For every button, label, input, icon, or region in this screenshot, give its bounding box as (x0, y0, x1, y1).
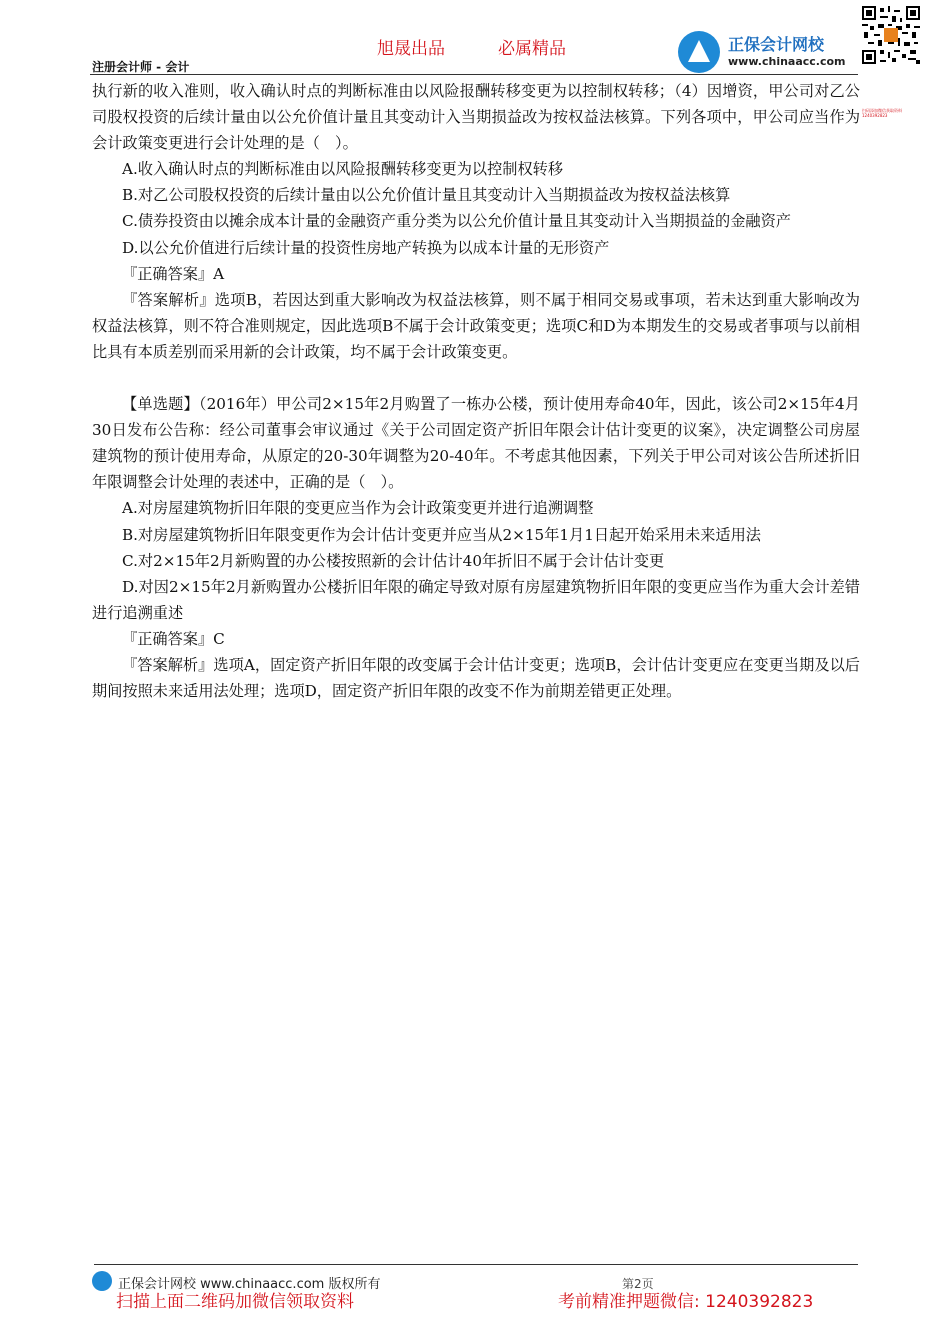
logo-url: www.chinaacc.com (728, 55, 846, 68)
question-2-answer: 『正确答案』C (122, 629, 225, 648)
logo-name: 正保会计网校 (728, 35, 825, 54)
question-1-option-b: B.对乙公司股权投资的后续计量由以公允价值计量且其变动计入当期损益改为按权益法核算 (122, 186, 731, 205)
qr-caption: 扫码添加微信获取资料 1240392823 (862, 108, 902, 118)
document-body (92, 78, 860, 704)
question-2-analysis: 『答案解析』选项A，固定资产折旧年限的改变属于会计估计变更；选项B，会计估计变更应在变更当期及以后期间按照未来适用法处理；选项D，固定资产折旧年限的改变不作为前期差错更正处理。 (92, 655, 860, 701)
header-slogan-left: 旭晟出品 (377, 39, 445, 59)
question-2-option-b: B.对房屋建筑物折旧年限变更作为会计估计变更并应当从2×15年1月1日起开始采用未来适用法 (122, 525, 761, 544)
question-1-option-d: D.以公允价值进行后续计量的投资性房地产转换为以成本计量的无形资产 (122, 238, 610, 257)
question-1-option-c: C.债券投资由以摊余成本计量的金融资产重分类为以公允价值计量且其变动计入当期损益的金融资产 (122, 212, 791, 231)
chinaacc-logo (678, 28, 858, 78)
question-1-answer: 『正确答案』A (122, 264, 225, 283)
footer-divider (94, 1264, 858, 1265)
question-1-analysis: 『答案解析』选项B，若因达到重大影响改为权益法核算，则不属于相同交易或事项，若未达到重大影响改为权益法核算，则不符合准则规定，因此选项B不属于会计政策变更；选项C和D为本期发生的交易或者事项与以前相比具有本质差别而采用新的会计政策，均不属于会计政策变更。 (92, 290, 860, 361)
footer-copyright: 正保会计网校 www.chinaacc.com 版权所有 (118, 1277, 381, 1292)
question-2-stem: 【单选题】（2016年）甲公司2×15年2月购置了一栋办公楼，预计使用寿命40年，因此，该公司2×15年4月30日发布公告称：经公司董事会审议通过《关于公司固定资产折旧年限会计估计变更的议案》，决定调整公司房屋建筑物的预计使用寿命，从原定的20-30年调整为20-40年。不考虑其他因素，下列关于甲公司对该公告所述折旧年限调整会计处理的表述中，正确的是（ ）。 (92, 395, 860, 492)
page-number: 第2页 (622, 1277, 654, 1291)
question-2-option-c: C.对2×15年2月新购置的办公楼按照新的会计估计40年折旧不属于会计估计变更 (122, 551, 665, 570)
header-slogan-right: 必属精品 (498, 39, 566, 59)
footer-promo-right: 考前精准押题微信: 1240392823 (558, 1292, 814, 1312)
header-divider (90, 74, 858, 75)
question-2-option-d: D.对因2×15年2月新购置办公楼折旧年限的确定导致对原有房屋建筑物折旧年限的变更应当作为重大会计差错进行追溯重述 (92, 577, 860, 622)
footer-promo-left: 扫描上面二维码加微信领取资料 (116, 1292, 354, 1312)
question-2-option-a: A.对房屋建筑物折旧年限的变更应当作为会计政策变更并进行追溯调整 (122, 499, 594, 518)
question-1-option-a: A.收入确认时点的判断标准由以风险报酬转移变更为以控制权转移 (122, 160, 564, 179)
footer-logo-icon (92, 1271, 112, 1291)
header-subject: 注册会计师 - 会计 (92, 60, 190, 74)
question-1-stem-continued: 执行新的收入准则，收入确认时点的判断标准由以风险报酬转移变更为以控制权转移；（4）因增资，甲公司对乙公司股权投资的后续计量由以公允价值计量且其变动计入当期损益改为按权益法核算。下列各项中，甲公司应当作为会计政策变更进行会计处理的是（ ）。 (92, 82, 860, 153)
qr-code-icon (862, 6, 920, 64)
logo-emblem-icon (678, 31, 720, 73)
